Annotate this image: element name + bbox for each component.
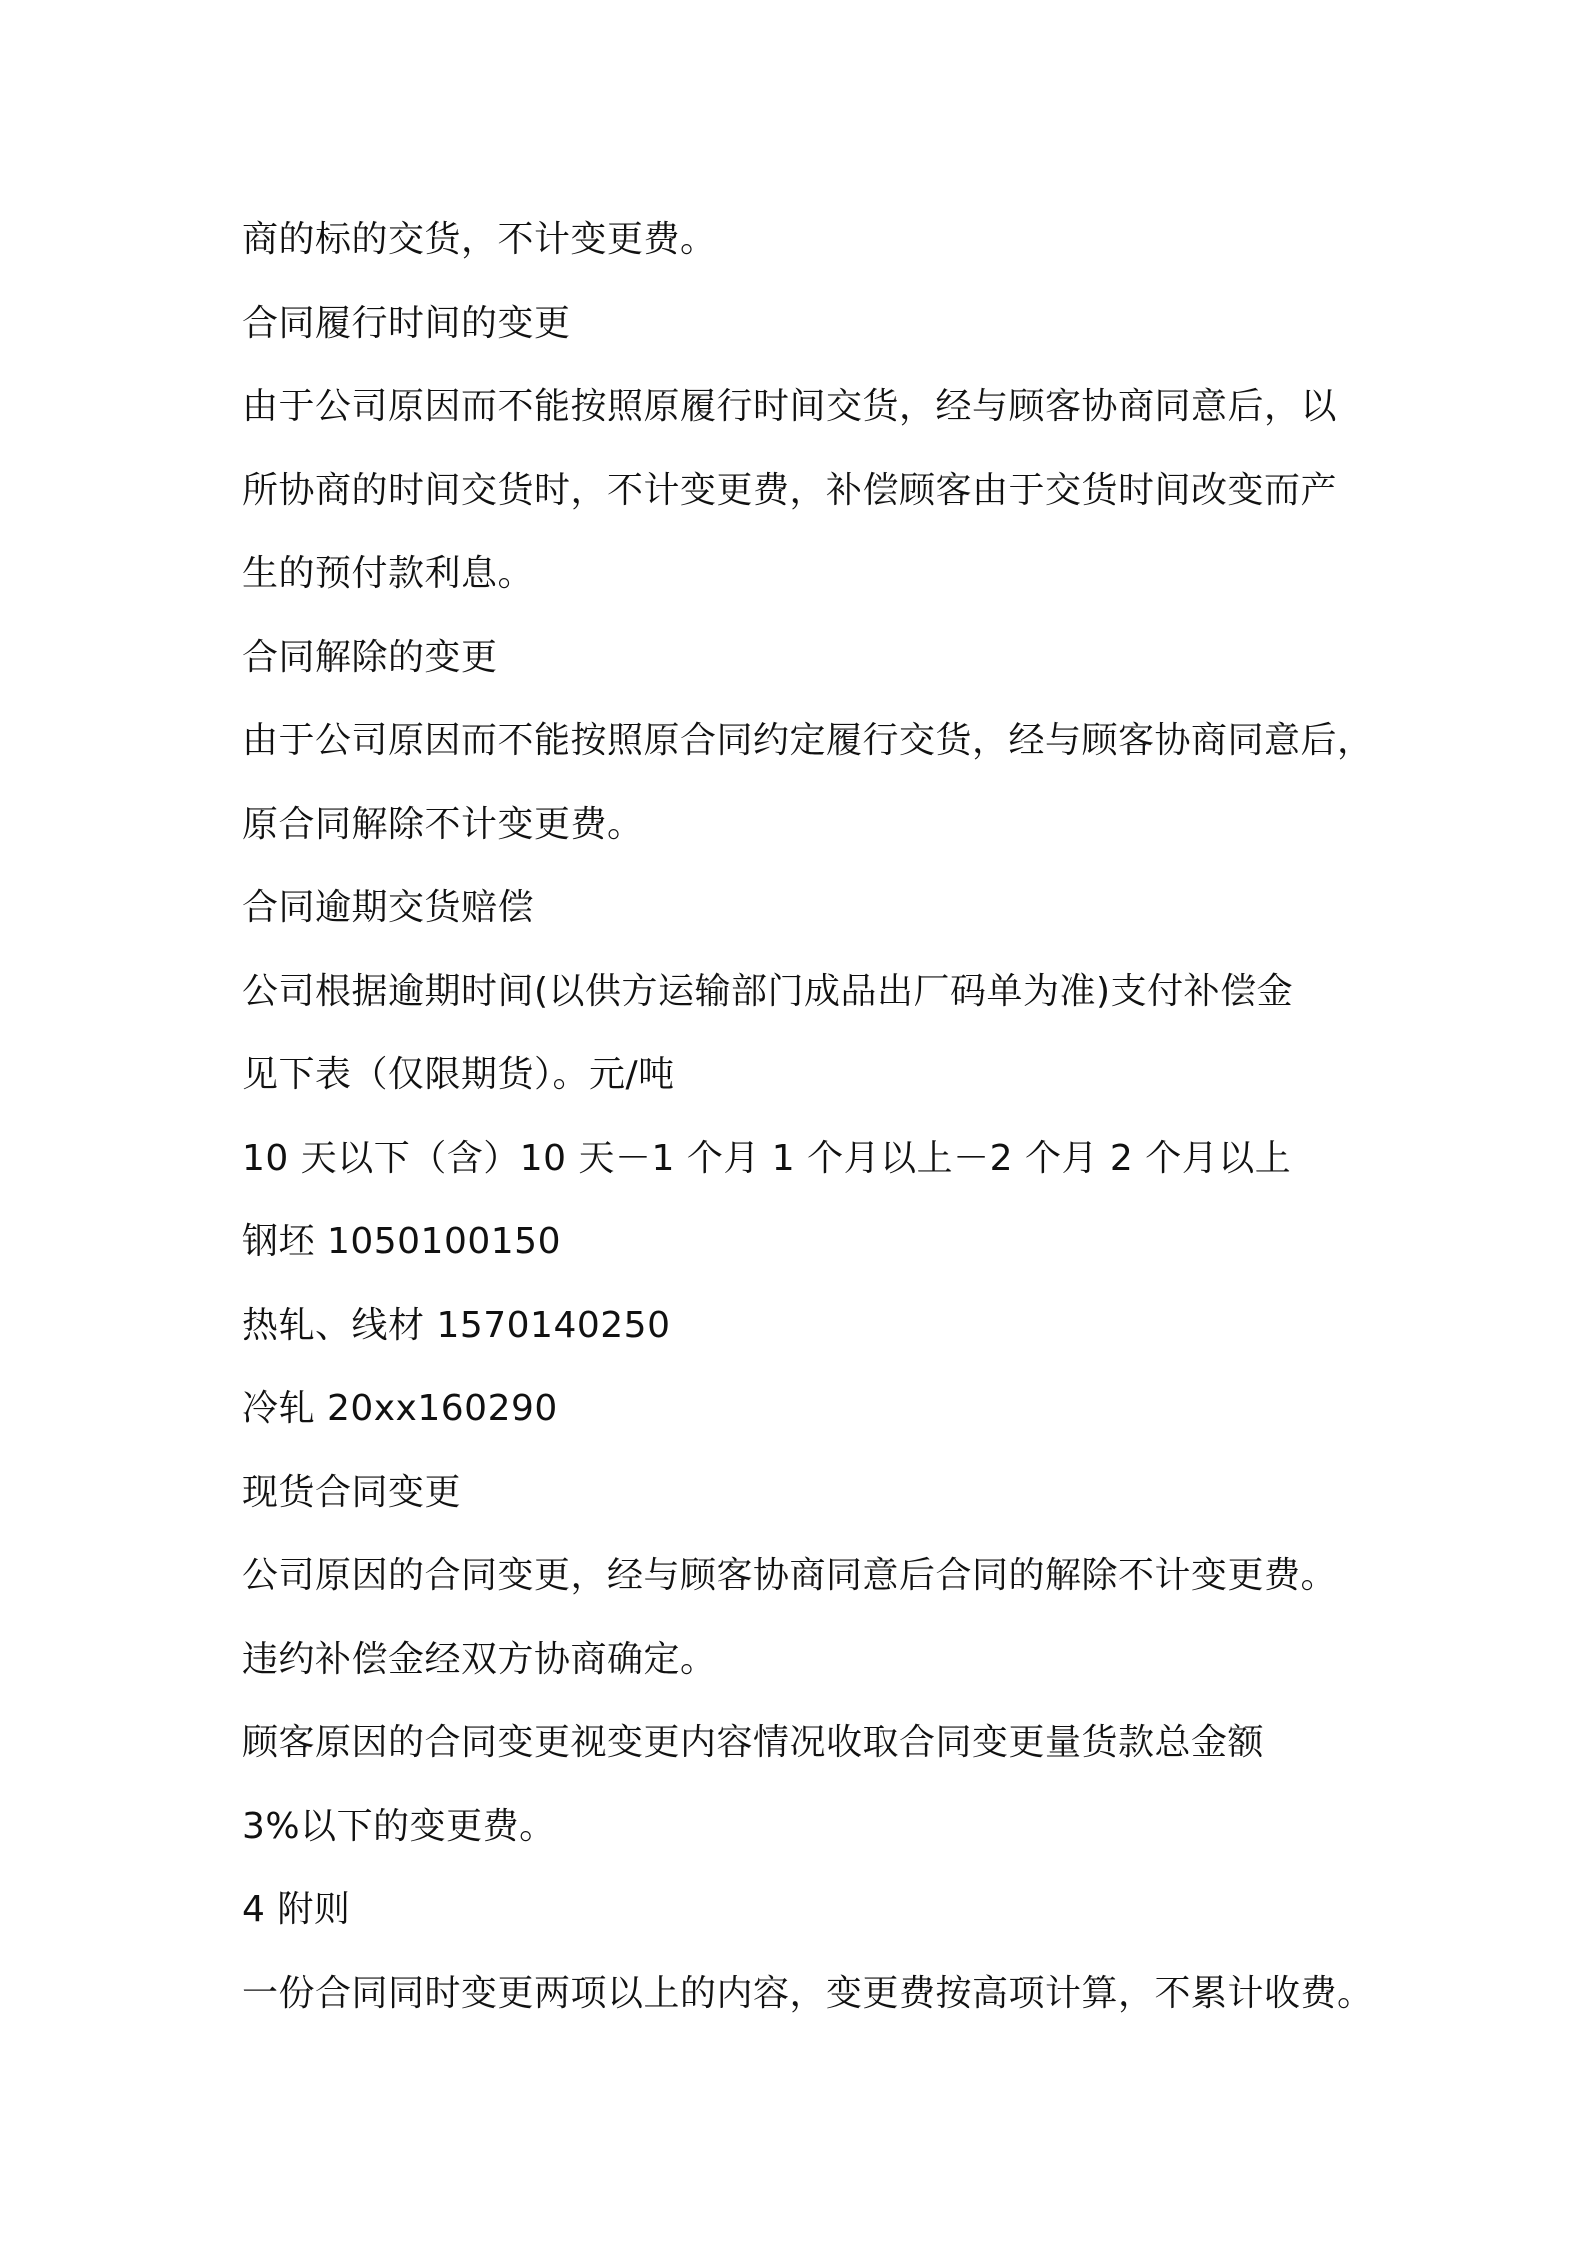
text-line: 3%以下的变更费。 xyxy=(242,1805,556,1847)
section-heading: 合同履行时间的变更 xyxy=(242,302,571,344)
text-line: 原合同解除不计变更费。 xyxy=(242,803,644,845)
table-row-line: 热轧、线材 1570140250 xyxy=(242,1304,671,1346)
document-body xyxy=(242,198,1382,2035)
section-heading: 现货合同变更 xyxy=(242,1471,462,1513)
text-line: 一份合同同时变更两项以上的内容，变更费按高项计算，不累计收费。 xyxy=(242,1972,1374,2014)
table-row-line: 冷轧 20xx160290 xyxy=(242,1388,558,1429)
section-heading: 合同解除的变更 xyxy=(242,636,498,678)
text-line: 公司根据逾期时间(以供方运输部门成品出厂码单为准)支付补偿金 xyxy=(242,970,1294,1012)
text-line: 违约补偿金经双方协商确定。 xyxy=(242,1638,717,1680)
text-line: 见下表（仅限期货）。元/吨 xyxy=(242,1054,675,1095)
text-line: 公司原因的合同变更，经与顾客协商同意后合同的解除不计变更费。 xyxy=(242,1555,1338,1596)
table-header-line: 10 天以下（含）10 天－1 个月 1 个月以上－2 个月 2 个月以上 xyxy=(242,1137,1292,1179)
text-line: 顾客原因的合同变更视变更内容情况收取合同变更量货款总金额 xyxy=(242,1722,1265,1763)
section-heading: 合同逾期交货赔偿 xyxy=(242,887,535,928)
text-line: 由于公司原因而不能按照原履行时间交货，经与顾客协商同意后，以 xyxy=(242,386,1338,427)
section-heading: 4 附则 xyxy=(242,1889,351,1930)
table-row-line: 钢坯 1050100150 xyxy=(242,1221,561,1262)
text-line: 生的预付款利息。 xyxy=(242,553,535,594)
text-line: 由于公司原因而不能按照原合同约定履行交货，经与顾客协商同意后， xyxy=(242,720,1374,761)
text-line: 商的标的交货，不计变更费。 xyxy=(242,219,717,260)
text-line: 所协商的时间交货时，不计变更费，补偿顾客由于交货时间改变而产 xyxy=(242,469,1338,511)
